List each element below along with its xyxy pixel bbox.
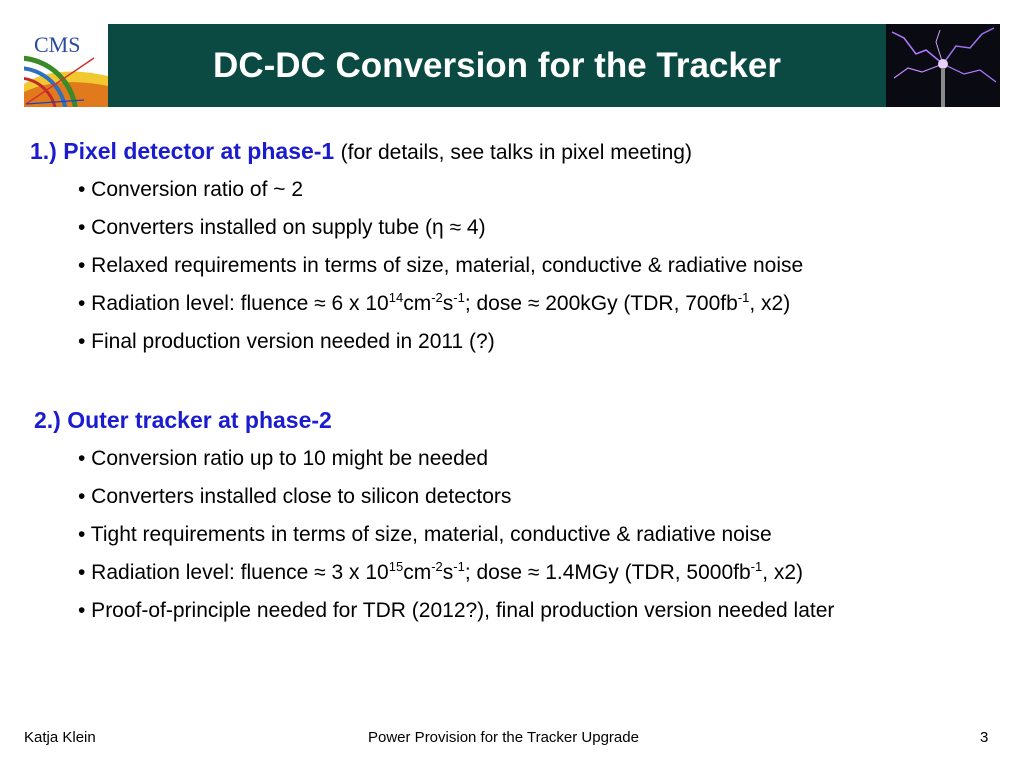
page-title: DC-DC Conversion for the Tracker: [213, 45, 781, 85]
eta-symbol: η: [432, 216, 444, 239]
section-1-note: (for details, see talks in pixel meeting): [340, 141, 692, 164]
footer-page-number: 3: [980, 729, 989, 746]
section-1-heading: 1.) Pixel detector at phase-1 (for details, see talks in pixel meeting): [30, 138, 692, 164]
section-1-bullet-3: • Relaxed requirements in terms of size, material, conductive & radiative noise: [78, 254, 804, 277]
section-1-bullet-5: • Final production version needed in 2011 (?): [78, 330, 495, 353]
section-1-bullet-2: • Converters installed on supply tube (η ≈ 4): [78, 216, 486, 239]
section-2-bullet-1: • Conversion ratio up to 10 might be needed: [78, 447, 489, 470]
section-2-bullet-3: • Tight requirements in terms of size, material, conductive & radiative noise: [78, 523, 772, 546]
section-2-heading: 2.) Outer tracker at phase-2: [34, 407, 332, 433]
section-1-bullet-4: • Radiation level: fluence ≈ 6 x $10^{14}cm^{-2}s^{-1}$; dose ≈ 200kGy (TDR, $700fb^{-1}$, x2): [78, 290, 791, 315]
footer-author: Katja Klein: [24, 729, 96, 746]
svg-text:CMS: CMS: [34, 32, 81, 57]
section-2-bullet-2: • Converters installed close to silicon detectors: [78, 485, 512, 508]
footer-talk-title: Power Provision for the Tracker Upgrade: [368, 729, 639, 746]
cms-logo: [24, 24, 108, 107]
section-2-bullet-5: • Proof-of-principle needed for TDR (2012?), final production version needed later: [78, 599, 835, 622]
plasma-image: [886, 24, 1000, 107]
section-2-bullet-4: • Radiation level: fluence ≈ 3 x $10^{15}cm^{-2}s^{-1}$; dose ≈ 1.4MGy (TDR, $5000fb^{-1}$, x2): [78, 559, 804, 584]
section-1-bullet-1: • Conversion ratio of ~ 2: [78, 178, 304, 201]
